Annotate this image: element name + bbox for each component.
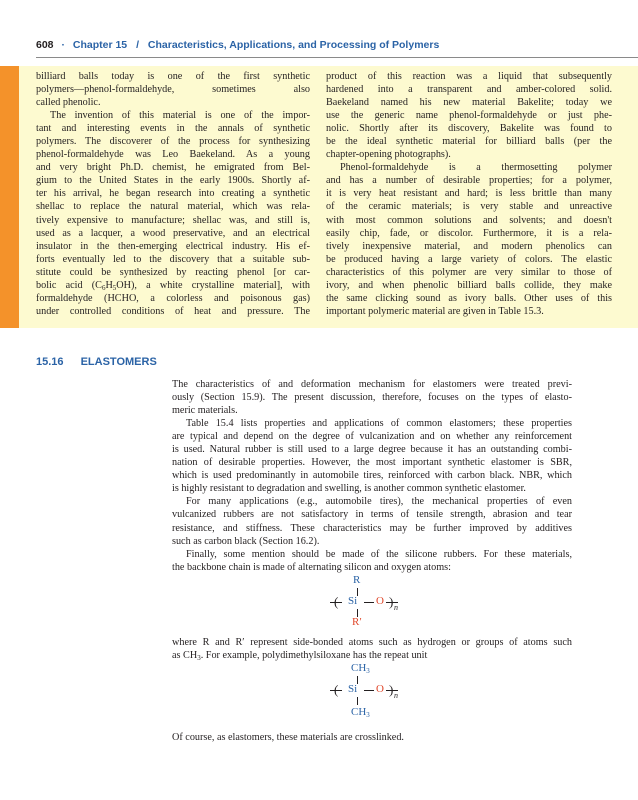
page-number: 608 — [36, 39, 54, 51]
formula-r-group: R — [353, 574, 361, 586]
formula-methyl-bottom: $CH_3$ — [351, 706, 370, 719]
formula-n: n — [394, 691, 398, 700]
formula-bond — [364, 602, 374, 603]
formula-bond — [357, 697, 358, 705]
sidebar-right-column — [326, 70, 612, 318]
header-rule — [36, 57, 638, 58]
running-header — [36, 39, 439, 51]
header-separator: · — [61, 39, 65, 51]
sidebar-paragraph: billiard balls today is one of the first synthetic polymers—phenol-formaldehyde, sometimes also called phenolic. — [36, 71, 310, 109]
formula-o: O — [376, 683, 384, 695]
sidebar-left-column — [36, 70, 310, 318]
formula-bond — [364, 690, 374, 691]
section-number: 15.16 — [36, 356, 64, 368]
formula-bond — [330, 602, 342, 603]
sidebar-paragraph: Phenol-formaldehyde is a thermosetting polymer and has a number of desirable properties; for a polymer, it is very heat resistant and hard; is less brittle than many of the ceramic materials; is very stable and unreactive with most common solutions and solvents; and doesn't easily chip, fade, or discolor. Furthermore, it is a rela- tively inexpensive material, and modern phenolics can be produced having a large variety of colors. The elastic characteristics of this polymer are very similar to those of ivory, and when phenolic billiard balls collide, they make the same clicking sound as ivory balls. Other uses of this important polymeric material are given in Table 15.3. — [326, 162, 612, 317]
formula-o: O — [376, 595, 384, 607]
sidebar-paragraph: product of this reaction was a liquid that subsequently hardened into a transparent and amber-colored solid. Baekeland named his new material Bakelite; today we use the generic name phenol-formaldehyde or just phe- nolic. Shortly after its discovery, Bakelite was found to be the ideal synthetic material for billiard balls (per the chapter-opening photographs). — [326, 71, 612, 161]
silicone-backbone-formula — [330, 574, 410, 630]
formula-bond — [330, 690, 342, 691]
sidebar-paragraph: The invention of this material is one of the impor- tant and interesting events in the annals of synthetic polymers. The discoverer of the process for synthesizing phenol-formaldehyde was Leo Baekeland. As a young and very bright Ph.D. chemist, he emigrated from Bel- gium to the United States in the early 1900s. Shortly af- ter his arrival, he began research into creating a synthetic shellac to replace the natural material, which was rela- tively expensive to manufacture; shellac was, and still is, used as a lacquer, a wood preservative, and an electrical insulator in the then-emerging electrical industry. His ef- forts eventually led to the discovery that a suitable sub- stitute could be synthesized by reacting phenol [or car- bolic acid $(C_6H_5OH)$, a white crystalline material], with formaldehyde (HCHO, a colorless and poisonous gas) under controlled conditions of heat and pressure. The — [36, 110, 310, 317]
formula-si: Si — [348, 683, 358, 695]
header-slash: / — [136, 39, 139, 51]
section-heading — [36, 356, 157, 368]
formula-right-paren: ) — [389, 682, 394, 697]
formula-right-paren: ) — [389, 594, 394, 609]
formula-si: Si — [348, 595, 358, 607]
section-title: ELASTOMERS — [80, 356, 157, 368]
formula-methyl-top: $CH_3$ — [351, 662, 370, 675]
body-paragraph-6: Of course, as elastomers, these materials are crosslinked. — [172, 732, 404, 743]
formula-r-prime-group: R′ — [352, 616, 362, 628]
polydimethylsiloxane-formula — [330, 662, 410, 722]
chapter-label: Chapter 15 — [72, 39, 128, 51]
formula-n: n — [394, 603, 398, 612]
body-paragraph-5: where R and R′ represent side-bonded atoms such as hydrogen or groups of atoms such as $CH_3$. For example, polydimethylsiloxane has the repeat unit — [172, 637, 572, 663]
sidebar-tab — [0, 66, 19, 328]
body-paragraph-1: The characteristics of and deformation mechanism for elastomers were treated previ- ously (Section 15.9). The present discussion, therefore, focuses on the types of elasto- meric materials. Table 15.4 lists properties and applications of common elastomers; these properties are typical and depend on the degree of vulcanization and on whether any reinforcement is used. Natural rubber is still used to a large degree because it has an outstanding combi- nation of desirable properties. However, the most important synthetic elastomer is SBR, which is used predominantly in automobile tires, reinforced with carbon black. NBR, which is highly resistant to degradation and swelling, is another common synthetic elastomer. For many applications (e.g., automobile tires), the mechanical properties of even vulcanized rubbers are not satisfactory in terms of tensile strength, abrasion and tear resistance, and stiffness. These characteristics may be further improved by additives such as carbon black (Section 16.2). Finally, some mention should be made of the silicone rubbers. For these materials, the backbone chain is made of alternating silicon and oxygen atoms: — [172, 379, 572, 573]
chapter-title: Characteristics, Applications, and Processing of Polymers — [147, 39, 440, 51]
